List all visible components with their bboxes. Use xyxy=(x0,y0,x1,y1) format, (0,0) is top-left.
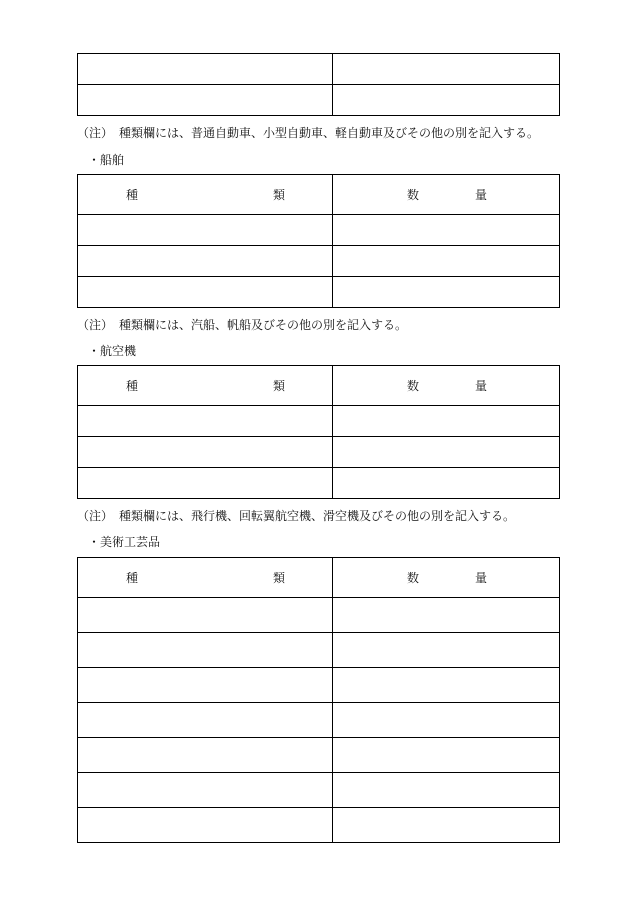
table-row xyxy=(78,437,560,468)
header-qty-char2: 量 xyxy=(475,571,488,585)
quantity-cell[interactable] xyxy=(333,633,560,668)
header-qty-char1: 数 xyxy=(407,188,420,202)
header-qty-char2: 量 xyxy=(475,188,488,202)
table-row xyxy=(78,246,560,277)
table-row xyxy=(78,773,560,808)
type-cell[interactable] xyxy=(78,633,333,668)
type-cell[interactable] xyxy=(78,468,333,499)
table-row xyxy=(78,54,560,85)
type-cell[interactable] xyxy=(78,437,333,468)
quantity-cell[interactable] xyxy=(333,703,560,738)
table-row xyxy=(78,808,560,843)
vehicle-table xyxy=(77,53,560,116)
table-row xyxy=(78,215,560,246)
type-cell[interactable] xyxy=(78,54,333,85)
header-type-char2: 類 xyxy=(273,571,286,585)
quantity-cell[interactable] xyxy=(333,808,560,843)
artwork-table xyxy=(77,557,560,843)
header-qty-char2: 量 xyxy=(475,379,488,393)
header-type-char1: 種 xyxy=(126,188,139,202)
artwork-heading: ・美術工芸品 xyxy=(88,535,161,549)
quantity-cell[interactable] xyxy=(333,215,560,246)
quantity-cell[interactable] xyxy=(333,598,560,633)
table-row xyxy=(78,468,560,499)
table-row xyxy=(78,598,560,633)
type-cell[interactable] xyxy=(78,215,333,246)
ship-note: （注） 種類欄には、汽船、帆船及びその他の別を記入する。 xyxy=(77,318,408,332)
ship-table xyxy=(77,174,560,308)
table-row xyxy=(78,703,560,738)
aircraft-heading: ・航空機 xyxy=(88,344,137,358)
type-cell[interactable] xyxy=(78,246,333,277)
quantity-cell[interactable] xyxy=(333,773,560,808)
type-cell[interactable] xyxy=(78,668,333,703)
quantity-cell[interactable] xyxy=(333,437,560,468)
table-row xyxy=(78,406,560,437)
quantity-cell[interactable] xyxy=(333,406,560,437)
type-cell[interactable] xyxy=(78,773,333,808)
quantity-cell[interactable] xyxy=(333,468,560,499)
type-cell[interactable] xyxy=(78,738,333,773)
header-qty-char1: 数 xyxy=(407,379,420,393)
aircraft-note: （注） 種類欄には、飛行機、回転翼航空機、滑空機及びその他の別を記入する。 xyxy=(77,509,516,523)
table-row xyxy=(78,738,560,773)
quantity-cell[interactable] xyxy=(333,738,560,773)
type-cell[interactable] xyxy=(78,277,333,308)
type-cell[interactable] xyxy=(78,703,333,738)
table-row xyxy=(78,277,560,308)
table-row xyxy=(78,668,560,703)
header-type-char1: 種 xyxy=(126,571,139,585)
header-type-char2: 類 xyxy=(273,379,286,393)
header-type-char1: 種 xyxy=(126,379,139,393)
quantity-cell[interactable] xyxy=(333,277,560,308)
aircraft-table xyxy=(77,365,560,499)
header-type-char2: 類 xyxy=(273,188,286,202)
quantity-cell[interactable] xyxy=(333,246,560,277)
table-header-row xyxy=(78,366,560,406)
ship-heading: ・船舶 xyxy=(88,153,125,167)
header-qty-char1: 数 xyxy=(407,571,420,585)
quantity-cell[interactable] xyxy=(333,668,560,703)
type-cell[interactable] xyxy=(78,406,333,437)
table-row xyxy=(78,633,560,668)
quantity-cell[interactable] xyxy=(333,85,560,116)
quantity-cell[interactable] xyxy=(333,54,560,85)
type-cell[interactable] xyxy=(78,85,333,116)
table-header-row xyxy=(78,558,560,598)
table-header-row xyxy=(78,175,560,215)
type-cell[interactable] xyxy=(78,808,333,843)
table-row xyxy=(78,85,560,116)
vehicle-note: （注） 種類欄には、普通自動車、小型自動車、軽自動車及びその他の別を記入する。 xyxy=(77,126,540,140)
type-cell[interactable] xyxy=(78,598,333,633)
